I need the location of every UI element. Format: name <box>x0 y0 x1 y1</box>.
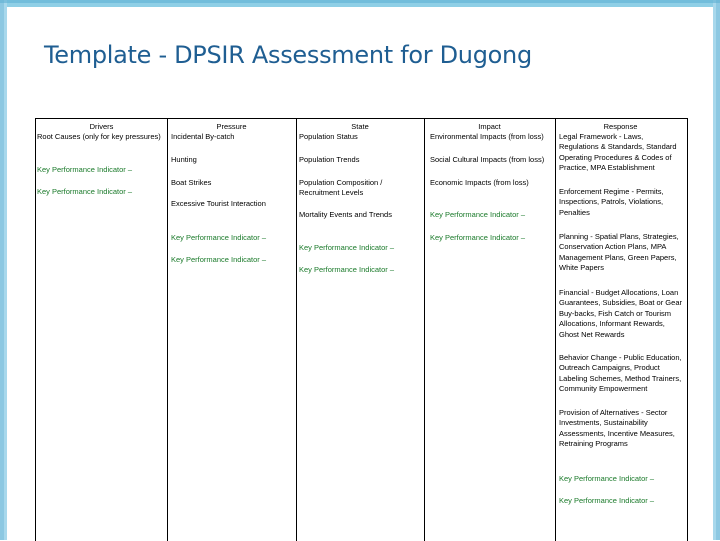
column-divider <box>296 119 297 541</box>
response-kpi-1: Key Performance Indicator – <box>559 474 655 483</box>
response-behavior: Behavior Change - Public Education, Outreach Campaigns, Product Labeling Schemes, Method Trainers, Community Empowerment <box>559 353 682 394</box>
state-kpi-2: Key Performance Indicator – <box>299 265 395 274</box>
pressure-kpi-2: Key Performance Indicator – <box>171 255 267 264</box>
header-state: State <box>351 122 369 131</box>
pressure-item: Boat Strikes <box>171 178 212 187</box>
header-impact: Impact <box>478 122 501 131</box>
state-item: Population Composition / <box>299 178 383 187</box>
drivers-root-causes: Root Causes (only for key pressures) <box>37 132 161 141</box>
state-item: Recruitment Levels <box>299 188 364 197</box>
response-kpi-2: Key Performance Indicator – <box>559 496 655 505</box>
impact-item: Social Cultural Impacts (from loss) <box>430 155 545 164</box>
state-item: Mortality Events and Trends <box>299 210 392 219</box>
response-legal: Legal Framework - Laws, Regulations & Standards, Standard Operating Procedures & Codes of Practice, MPA Establishment <box>559 132 677 173</box>
impact-kpi-1: Key Performance Indicator – <box>430 210 526 219</box>
response-planning: Planning - Spatial Plans, Strategies, Conservation Action Plans, MPA Management Plans, Green Papers, White Papers <box>559 232 679 273</box>
impact-item: Economic Impacts (from loss) <box>430 178 529 187</box>
drivers-kpi-2: Key Performance Indicator – <box>37 187 133 196</box>
state-item: Population Status <box>299 132 358 141</box>
impact-item: Environmental Impacts (from loss) <box>430 132 544 141</box>
impact-kpi-2: Key Performance Indicator – <box>430 233 526 242</box>
response-alternatives: Provision of Alternatives - Sector Investments, Sustainability Assessments, Incentive Measures, Retraining Programs <box>559 408 675 449</box>
column-divider <box>555 119 556 541</box>
slide-title: Template - DPSIR Assessment for Dugong <box>44 41 532 69</box>
column-divider <box>167 119 168 541</box>
state-item: Population Trends <box>299 155 360 164</box>
drivers-kpi-1: Key Performance Indicator – <box>37 165 133 174</box>
pressure-item: Incidental By-catch <box>171 132 235 141</box>
header-drivers: Drivers <box>89 122 114 131</box>
header-response: Response <box>603 122 638 131</box>
state-kpi-1: Key Performance Indicator – <box>299 243 395 252</box>
response-financial: Financial - Budget Allocations, Loan Guarantees, Subsidies, Boat or Gear Buy-backs, Fish Catch or Tourism Allocations, Informant Rewards, Ghost Net Rewards <box>559 288 682 339</box>
response-enforcement: Enforcement Regime - Permits, Inspections, Patrols, Violations, Penalties <box>559 187 664 217</box>
pressure-item: Excessive Tourist Interaction <box>171 199 266 208</box>
column-divider <box>424 119 425 541</box>
pressure-item: Hunting <box>171 155 197 164</box>
header-pressure: Pressure <box>216 122 247 131</box>
pressure-kpi-1: Key Performance Indicator – <box>171 233 267 242</box>
